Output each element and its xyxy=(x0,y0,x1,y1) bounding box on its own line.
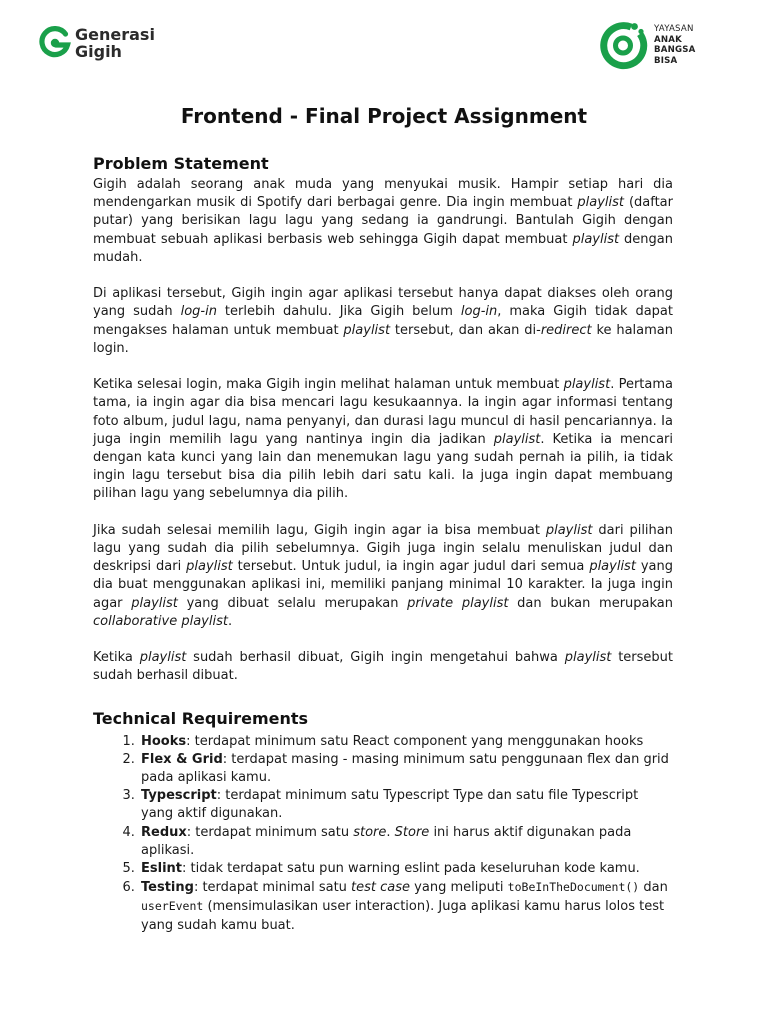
italic-term: playlist xyxy=(577,195,625,211)
italic-term: test case xyxy=(351,880,411,896)
italic-term: Store xyxy=(394,824,430,840)
list-item xyxy=(139,733,673,751)
text-run: (daftar putar) yang berisikan lagu lagu yang sedang ia gandrungi. Bantulah Gigih dengan membuat sebuah aplikasi berbasis web sehingga Gigih dapat membuat xyxy=(93,195,673,247)
italic-term: playlist xyxy=(563,377,611,393)
italic-term: private playlist xyxy=(407,595,509,611)
text-run: : terdapat minimum satu React component yang menggunakan hooks xyxy=(186,733,644,749)
problem-paragraph-2 xyxy=(93,285,673,358)
text-run: sudah berhasil dibuat, Gigih ingin mengetahui bahwa xyxy=(186,650,565,666)
text-run: : terdapat minimum satu Typescript Type dan satu file Typescript yang aktif digunakan. xyxy=(141,788,639,822)
italic-term: playlist xyxy=(186,559,233,575)
requirement-name: Hooks xyxy=(141,733,187,749)
italic-term: log-in xyxy=(460,304,498,320)
text-run: yang dia buat menggunakan aplikasi ini, memiliki panjang minimal 10 karakter. Ia juga ingin agar xyxy=(93,559,673,611)
text-run: dan xyxy=(639,880,668,896)
italic-term: playlist xyxy=(131,595,178,611)
text-run: . xyxy=(386,824,395,840)
list-item xyxy=(139,878,673,935)
document-body xyxy=(93,152,673,935)
text-run: : terdapat minimal satu xyxy=(193,880,352,896)
requirement-name: Redux xyxy=(141,824,187,840)
text-run: Di aplikasi tersebut, Gigih ingin agar aplikasi tersebut hanya dapat diakses oleh orang yang sudah xyxy=(93,286,673,320)
text-run: Gigih adalah seorang anak muda yang menyukai musik. Hampir setiap hari dia mendengarkan musik di Spotify dari berbagai genre. Dia ingin membuat xyxy=(93,177,673,211)
text-run: . xyxy=(227,613,233,629)
problem-paragraph-5 xyxy=(93,649,673,685)
problem-paragraph-3 xyxy=(93,376,673,503)
wordmark-line: Generasi xyxy=(75,25,155,44)
text-run: : terdapat minimum satu xyxy=(186,824,354,840)
wordmark-line: BANGSA xyxy=(654,45,696,55)
text-run: , maka Gigih tidak dapat mengakses halaman untuk membuat xyxy=(93,304,673,338)
text-run: tersebut. Untuk judul, ia ingin agar judul dari semua xyxy=(232,559,590,575)
inline-code: toBeInTheDocument() xyxy=(507,880,640,895)
inline-code: userEvent xyxy=(141,899,204,914)
italic-term: playlist xyxy=(493,431,541,447)
text-run: Jika sudah selesai memilih lagu, Gigih ingin agar ia bisa membuat xyxy=(93,522,546,538)
italic-term: collaborative playlist xyxy=(93,613,228,629)
section-heading-technical-requirements: Technical Requirements xyxy=(93,708,309,728)
requirements-list xyxy=(93,733,673,935)
requirement-name: Typescript xyxy=(141,788,217,804)
wordmark-line: BISA xyxy=(654,55,678,66)
requirement-name: Flex & Grid xyxy=(141,751,223,767)
text-run: ini harus aktif digunakan pada aplikasi. xyxy=(141,824,632,858)
italic-term: log-in xyxy=(180,304,217,320)
italic-term: store xyxy=(353,824,387,840)
generasi-gigih-wordmark xyxy=(75,26,155,60)
wordmark-line: Gigih xyxy=(75,42,122,61)
italic-term: playlist xyxy=(545,522,593,538)
italic-term: redirect xyxy=(540,322,592,338)
wordmark-line: YAYASAN xyxy=(654,24,694,34)
wordmark-line: ANAK xyxy=(654,34,682,45)
text-run: : terdapat masing - masing minimum satu penggunaan flex dan grid pada aplikasi kamu. xyxy=(141,751,669,786)
text-run: Ketika selesai login, maka Gigih ingin melihat halaman untuk membuat xyxy=(93,377,564,393)
text-run: yang meliputi xyxy=(410,880,508,896)
italic-term: playlist xyxy=(343,322,391,338)
list-item xyxy=(139,824,673,860)
text-run: yang dibuat selalu merupakan xyxy=(177,595,408,611)
italic-term: playlist xyxy=(572,231,620,247)
text-run: Ketika xyxy=(93,650,140,666)
yayasan-wordmark xyxy=(654,24,696,66)
problem-paragraph-4 xyxy=(93,522,673,631)
list-item xyxy=(139,860,673,878)
problem-paragraph-1 xyxy=(93,176,673,267)
text-run: : tidak terdapat satu pun warning eslint pada keseluruhan kode kamu. xyxy=(182,861,640,877)
text-run: . Pertama tama, ia ingin agar dia bisa mencari lagu kesukaannya. Ia ingin agar informasi tentang foto album, judul lagu, nama penyanyi, dan durasi lagu muncul di hasil pencariannya. Ia juga ingin memilih lagu yang nantinya ingin dia jadikan xyxy=(93,377,673,447)
generasi-gigih-logo xyxy=(38,26,155,60)
text-run: . Ketika ia mencari dengan kata kunci yang lain dan menemukan lagu yang sudah pernah ia pilih, ia tidak ingin lagu tersebut bisa dia pilih lebih dari satu kali. Ia juga ingin dapat membuang pilihan lagu yang sebelumnya dia pilih. xyxy=(93,431,673,502)
italic-term: playlist xyxy=(589,559,636,575)
generasi-gigih-logo-icon xyxy=(38,26,72,60)
page-title: Frontend - Final Project Assignment xyxy=(180,104,588,128)
text-run: (mensimulasikan user interaction). Juga aplikasi kamu harus lolos test yang sudah kamu buat. xyxy=(141,899,665,933)
requirement-name: Eslint xyxy=(141,861,182,877)
yayasan-anak-bangsa-bisa-logo-icon xyxy=(598,20,648,70)
text-run: dengan mudah. xyxy=(93,231,673,265)
italic-term: playlist xyxy=(139,650,187,666)
text-run: terlebih dahulu. Jika Gigih belum xyxy=(216,304,461,320)
text-run: dari pilihan lagu yang sudah dia pilih sebelumnya. Gigih juga ingin selalu menuliskan judul dan deskripsi dari xyxy=(93,522,673,575)
text-run: tersebut, dan akan di- xyxy=(390,322,541,338)
yayasan-anak-bangsa-bisa-logo xyxy=(598,20,696,70)
requirement-name: Testing xyxy=(141,880,194,896)
text-run: dan bukan merupakan xyxy=(508,595,673,611)
text-run: tersebut sudah berhasil dibuat. xyxy=(93,650,673,684)
page-header xyxy=(0,0,768,90)
list-item xyxy=(139,751,673,787)
list-item xyxy=(139,787,673,823)
text-run: ke halaman login. xyxy=(93,322,673,356)
italic-term: playlist xyxy=(564,650,612,666)
section-heading-problem-statement: Problem Statement xyxy=(93,154,269,173)
